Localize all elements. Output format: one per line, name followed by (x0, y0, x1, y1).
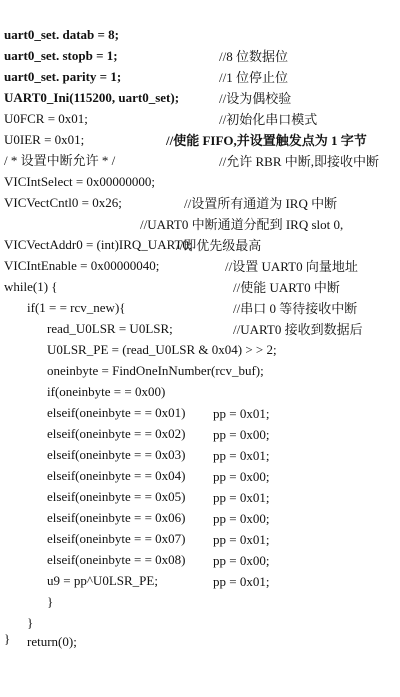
code-comment: //初始化串口模式 (219, 112, 318, 127)
code-text: UART0_Ini(115200, uart0_set); (4, 90, 180, 105)
code-text: VICVectCntl0 = 0x26; (4, 195, 122, 210)
code-line (0, 618, 13, 646)
code-text: VICVectAddr0 = (int)IRQ_UART0; (4, 237, 193, 252)
code-text: U0IER = 0x01; (4, 132, 85, 147)
code-text: elseif(oneinbyte = = 0x06) (47, 510, 186, 525)
code-line (0, 569, 54, 609)
code-comment: pp = 0x01; (213, 532, 270, 547)
code-text: return(0); (27, 634, 77, 649)
code-comment: pp = 0x01; (213, 406, 270, 421)
code-comment: //允许 RBR 中断,即接收中断 (219, 154, 379, 169)
code-text: uart0_set. stopb = 1; (4, 48, 118, 63)
code-text: if(oneinbyte = = 0x00) (47, 384, 166, 399)
code-comment: pp = 0x00; (213, 469, 270, 484)
code-text: elseif(oneinbyte = = 0x03) (47, 447, 186, 462)
code-text: u9 = pp^U0LSR_PE; (47, 573, 158, 588)
code-comment: //UART0 接收到数据后 (233, 322, 363, 337)
code-text: } (4, 631, 11, 646)
code-comment: //设置所有通道为 IRQ 中断 (184, 196, 338, 211)
code-comment: //即优先级最高 (176, 238, 262, 253)
code-comment: //使能 UART0 中断 (233, 280, 340, 295)
code-text: while(1) { (4, 279, 58, 294)
code-text: U0FCR = 0x01; (4, 111, 88, 126)
code-comment: pp = 0x01; (213, 574, 270, 589)
code-comment: pp = 0x01; (213, 448, 270, 463)
code-text: U0LSR_PE = (read_U0LSR & 0x04) > > 2; (47, 342, 277, 357)
code-comment: //设置 UART0 向量地址 (225, 259, 358, 274)
code-comment: //使能 FIFO,并设置触发点为 1 字节 (166, 133, 367, 148)
code-text: elseif(oneinbyte = = 0x01) (47, 405, 186, 420)
code-text: } (47, 594, 54, 609)
code-text: / * 设置中断允许 * / (4, 153, 116, 168)
code-comment: pp = 0x00; (213, 511, 270, 526)
code-text: VICIntEnable = 0x00000040; (4, 258, 160, 273)
code-text: elseif(oneinbyte = = 0x02) (47, 426, 186, 441)
code-comment: pp = 0x00; (213, 553, 270, 568)
code-text: uart0_set. datab = 8; (4, 27, 120, 42)
code-comment: pp = 0x01; (213, 490, 270, 505)
code-comment: //串口 0 等待接收中断 (233, 301, 358, 316)
code-text: uart0_set. parity = 1; (4, 69, 122, 84)
code-comment: //8 位数据位 (219, 49, 288, 64)
code-comment: //1 位停止位 (219, 70, 288, 85)
code-text: elseif(oneinbyte = = 0x05) (47, 489, 186, 504)
code-text: oneinbyte = FindOneInNumber(rcv_buf); (47, 363, 264, 378)
code-text: if(1 = = rcv_new){ (27, 300, 126, 315)
code-text: elseif(oneinbyte = = 0x07) (47, 531, 186, 546)
code-text: } (27, 615, 34, 630)
code-comment: pp = 0x00; (213, 427, 270, 442)
code-text: read_U0LSR = U0LSR; (47, 321, 173, 336)
code-comment: //设为偶校验 (219, 91, 292, 106)
code-comment: //UART0 中断通道分配到 IRQ slot 0, (140, 217, 344, 232)
code-text: elseif(oneinbyte = = 0x08) (47, 552, 186, 567)
code-text: elseif(oneinbyte = = 0x04) (47, 468, 186, 483)
code-text: VICIntSelect = 0x00000000; (4, 174, 156, 189)
